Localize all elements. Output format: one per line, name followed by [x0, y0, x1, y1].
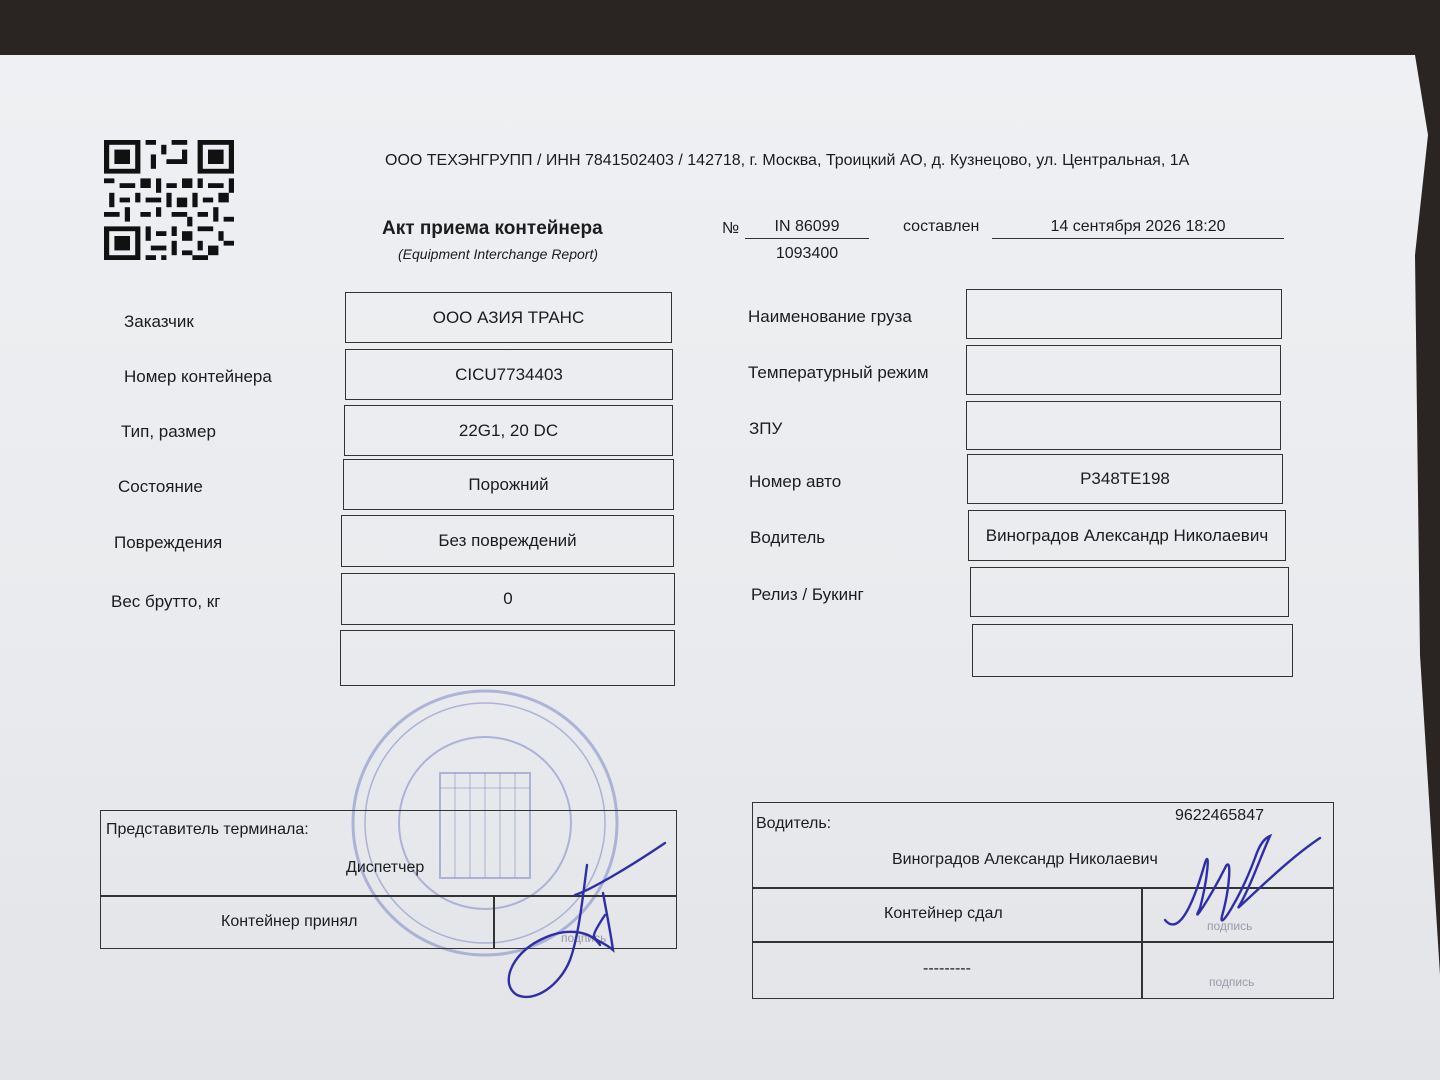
company-line: ООО ТЕХЭНГРУПП / ИНН 7841502403 / 142718, г. Москва, Троицкий АО, д. Кузнецово, ул. Центральная, 1А	[385, 152, 1190, 169]
field-label-driver: Водитель	[750, 528, 826, 547]
document-subtitle: (Equipment Interchange Report)	[398, 246, 598, 262]
document-title: Акт приема контейнера	[382, 218, 603, 239]
field-value-extra-right	[972, 624, 1293, 677]
field-label-damages: Повреждения	[114, 533, 223, 552]
field-value-temperature	[966, 345, 1281, 395]
number-label: №	[722, 220, 740, 237]
field-value-cargo-name	[966, 289, 1282, 339]
dashes-placeholder: ---------	[923, 960, 971, 977]
field-label-type-size: Тип, размер	[121, 422, 216, 441]
field-value-customer: ООО АЗИЯ ТРАНС	[345, 292, 672, 343]
driver-phone: 9622465847	[1175, 807, 1264, 824]
driver-full-name: Виноградов Александр Николаевич	[892, 851, 1158, 868]
terminal-rep-label: Представитель терминала:	[106, 821, 309, 838]
field-value-condition: Порожний	[343, 459, 674, 510]
terminal-signature-icon	[495, 835, 675, 1010]
field-value-damages: Без повреждений	[341, 515, 674, 567]
field-value-extra-left	[340, 630, 675, 686]
field-value-vehicle-number: Р348ТЕ198	[967, 454, 1283, 504]
composed-date: 14 сентября 2026 18:20	[992, 218, 1284, 239]
field-label-container-number: Номер контейнера	[124, 367, 272, 386]
field-value-container-number: CICU7734403	[345, 349, 673, 400]
field-label-seal: ЗПУ	[749, 419, 783, 438]
number-value-secondary: 1093400	[775, 245, 839, 262]
field-value-seal	[966, 401, 1281, 450]
field-label-temperature: Температурный режим	[748, 363, 929, 382]
composed-label: составлен	[903, 218, 980, 235]
container-handed-label: Контейнер сдал	[884, 905, 1003, 922]
qr-code-icon	[104, 140, 234, 260]
field-label-vehicle-number: Номер авто	[749, 472, 842, 491]
field-label-cargo-name: Наименование груза	[748, 307, 912, 326]
field-value-driver: Виноградов Александр Николаевич	[968, 510, 1286, 561]
driver-signature-icon	[1160, 828, 1325, 948]
signature-hint-1: подпись	[1207, 919, 1253, 933]
field-value-gross-weight: 0	[341, 573, 675, 625]
number-value: IN 86099	[745, 218, 869, 239]
terminal-rep-role: Диспетчер	[346, 859, 425, 876]
field-label-customer: Заказчик	[124, 312, 194, 331]
field-label-condition: Состояние	[118, 477, 203, 496]
field-value-release-booking	[970, 567, 1289, 617]
field-label-gross-weight: Вес брутто, кг	[111, 592, 221, 611]
field-value-type-size: 22G1, 20 DC	[344, 405, 673, 456]
container-accepted-label: Контейнер принял	[221, 913, 358, 930]
signature-hint-2: подпись	[1209, 975, 1255, 989]
field-label-release-booking: Релиз / Букинг	[751, 585, 864, 604]
signature-hint: подпись	[561, 931, 607, 945]
driver-label: Водитель:	[756, 815, 832, 832]
